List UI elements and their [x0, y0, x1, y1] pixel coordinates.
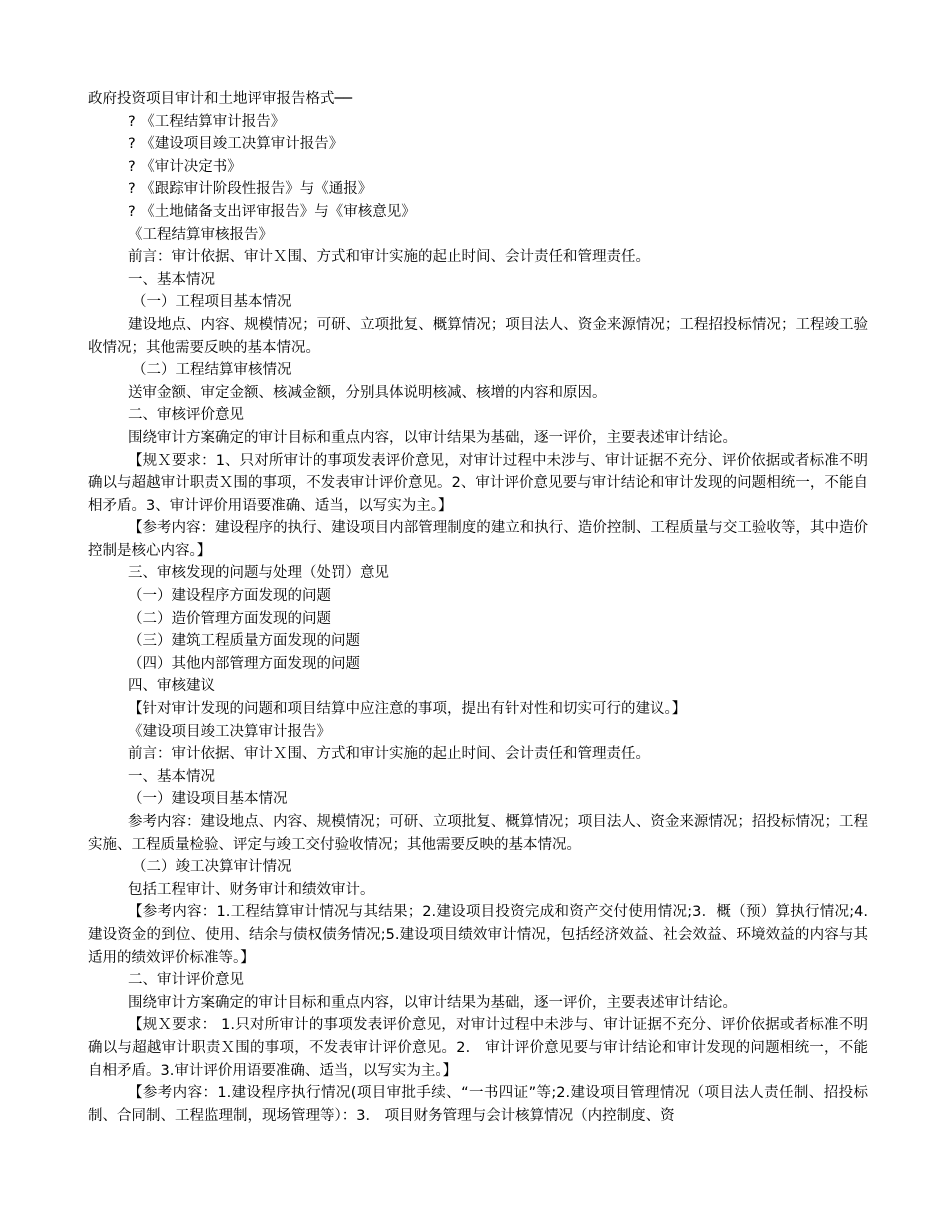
report1-issue-item: （四）其他内部管理方面发现的问题: [128, 655, 360, 672]
report1-evaluation-paragraph: 围绕审计方案确定的审计目标和重点内容，以审计结果为基础，逐一评价，主要表述审计结论。: [128, 429, 737, 446]
report2-audit-scope-paragraph: 包括工程审计、财务审计和绩效审计。: [128, 881, 375, 898]
report1-section3-heading: 三、审核发现的问题与处理（处罚）意见: [128, 565, 389, 582]
report1-preface: 前言：审计依据、审计Ｘ围、方式和审计实施的起止时间、会计责任和管理责任。: [128, 249, 650, 266]
report2-rules-paragraph: 【规Ｘ要求： 1.只对所审计的事项发表评价意见，对审计过程中未涉与、审计证据不充分、评价依据或者标准不明确以与超越审计职责Ｘ围的事项，不发表审计评价意见。2． 审计评价意见要与审计结论和审计发现的问题相统一，不能自相矛盾。3.审计评价用语要准确、适当，以写实为主。】: [88, 1017, 868, 1079]
report1-issue-item: （二）造价管理方面发现的问题: [128, 610, 331, 627]
report1-section1-heading: 一、基本情况: [128, 271, 215, 288]
report1-subsection-heading: （二）工程结算审核情况: [132, 362, 292, 379]
report1-subsection-heading: （一）工程项目基本情况: [132, 294, 292, 311]
report1-reference-paragraph: 【参考内容：建设程序的执行、建设项目内部管理制度的建立和执行、造价控制、工程质量与交工验收等，其中造价控制是核心内容。】: [88, 520, 868, 559]
report1-issue-item: （一）建设程序方面发现的问题: [128, 588, 331, 605]
report2-subsection-heading: （一）建设项目基本情况: [128, 791, 288, 808]
report1-title: 《工程结算审核报告》: [128, 226, 273, 243]
report1-settlement-paragraph: 送审金额、审定金额、核减金额，分别具体说明核减、核增的内容和原因。: [128, 384, 607, 401]
report2-reference-paragraph: 【参考内容：1.建设程序执行情况(项目审批手续、“一书四证”等;2.建设项目管理情况（项目法人责任制、招投标制、合同制、工程监理制，现场管理等）：3． 项目财务管理与会计核算情况（内控制度、资: [88, 1085, 868, 1124]
document-title: 政府投资项目审计和土地评审报告格式──: [88, 91, 352, 107]
toc-item: ? 《跟踪审计阶段性报告》与《通报》: [128, 181, 373, 198]
report2-subsection-heading: （二）竣工决算审计情况: [132, 859, 292, 876]
report1-rules-paragraph: 【规Ｘ要求：1、只对所审计的事项发表评价意见，对审计过程中未涉与、审计证据不充分、评价依据或者标准不明确以与超越审计职责Ｘ围的事项，不发表审计评价意见。2、审计评价意见要与审计结论和审计发现的问题相统一，不能自相矛盾。3、审计评价用语要准确、适当，以写实为主。】: [88, 452, 868, 514]
report2-audit-reference-paragraph: 【参考内容：1.工程结算审计情况与其结果；2.建设项目投资完成和资产交付使用情况;3．概（预）算执行情况;4.建设资金的到位、使用、结余与债权债务情况;5.建设项目绩效审计情况，包括经济效益、社会效益、环境效益的内容与其适用的绩效评价标准等。】: [88, 904, 868, 966]
report1-section2-heading: 二、审核评价意见: [128, 407, 244, 424]
toc-item: ? 《工程结算审计报告》: [128, 113, 286, 130]
report2-section2-heading: 二、审计评价意见: [128, 972, 244, 989]
report1-issue-item: （三）建筑工程质量方面发现的问题: [128, 633, 360, 650]
toc-item: ? 《建设项目竣工决算审计报告》: [128, 136, 344, 153]
report1-suggestion-paragraph: 【针对审计发现的问题和项目结算中应注意的事项，提出有针对性和切实可行的建议。】: [128, 701, 687, 718]
report2-preface: 前言：审计依据、审计Ｘ围、方式和审计实施的起止时间、会计责任和管理责任。: [128, 746, 650, 763]
report2-evaluation-paragraph: 围绕审计方案确定的审计目标和重点内容，以审计结果为基础，逐一评价，主要表述审计结论。: [128, 994, 737, 1011]
toc-item: ? 《审计决定书》: [128, 158, 242, 175]
report1-basic-info-paragraph: 建设地点、内容、规模情况；可研、立项批复、概算情况；项目法人、资金来源情况；工程招投标情况；工程竣工验收情况；其他需要反映的基本情况。: [88, 316, 868, 356]
report2-section1-heading: 一、基本情况: [128, 768, 215, 785]
report2-title: 《建设项目竣工决算审计报告》: [128, 723, 331, 740]
document-page: [88, 88, 868, 1127]
report1-section4-heading: 四、审核建议: [128, 678, 215, 695]
toc-item: ? 《土地储备支出评审报告》与《审核意见》: [128, 203, 416, 220]
report2-basic-info-paragraph: 参考内容：建设地点、内容、规模情况；可研、立项批复、概算情况；项目法人、资金来源情况；招投标情况；工程实施、工程质量检验、评定与竣工交付验收情况；其他需要反映的基本情况。: [88, 814, 868, 853]
